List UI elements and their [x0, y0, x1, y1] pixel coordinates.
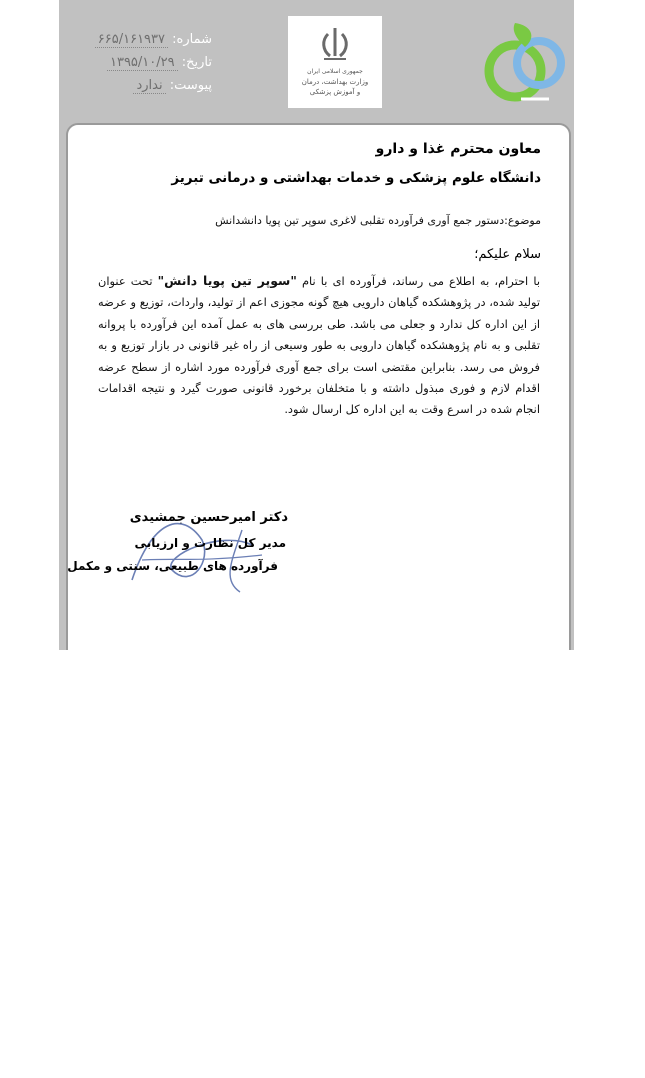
letter-attachment-label: پیوست:	[169, 78, 212, 93]
letter-body-text	[98, 270, 540, 421]
recipient-title: معاون محترم غذا و دارو	[375, 141, 541, 157]
body-text-intro: با احترام، به اطلاع می رساند، فرآورده ای با نام	[296, 274, 540, 288]
letter-date	[107, 55, 212, 70]
iran-emblem-icon	[318, 26, 352, 62]
ministry-line-2: وزارت بهداشت، درمان	[301, 78, 369, 86]
letter-attachment	[133, 78, 212, 93]
letter-date-value: ۱۳۹۵/۱۰/۲۹	[107, 55, 178, 71]
letter-number-label: شماره:	[172, 32, 212, 47]
ministry-line-3: و آموزش پزشکی	[309, 88, 361, 96]
recipient-organization: دانشگاه علوم پزشکی و خدمات بهداشتی و درمانی تبریز	[171, 170, 541, 186]
body-text-main: تحت عنوان تولید شده، در پژوهشکده گیاهان دارویی هیچ گونه مجوزی اعم از تولید، واردات، توزیع و عرضه از این اداره کل ندارد و جعلی می باشد. طی بررسی های به عمل آمده این فرآورده با پروانه تقلبی و به نام پژوهشکده گیاهان دارویی به طور وسیعی از راه غیر قانونی در بازار توزیع و به فروش می رسد. بنابراین مقتضی است برای جمع آوری فرآورده مورد اشاره از سطح عرضه اقدام لازم و فوری مبذول داشته و با متخلفان برخورد قانونی صورت گیرد و نتیجه اقدامات انجام شده در اسرع وقت به این اداره کل ارسال شود.	[98, 274, 540, 417]
letter-greeting: سلام علیکم؛	[474, 247, 541, 262]
letter-attachment-value: ندارد	[133, 78, 165, 94]
signature-title-2: فرآورده های طبیعی، سنتی و مکمل	[67, 559, 278, 573]
ministry-logo	[288, 16, 382, 108]
letter-number	[95, 32, 212, 47]
letter-page	[59, 0, 574, 650]
letter-number-value: ۶۶۵/۱۶۱۹۳۷	[95, 32, 168, 48]
product-name: "سوپر تین پویا دانش"	[157, 273, 297, 288]
letter-subject: موضوع:دستور جمع آوری فرآورده تقلبی لاغری سوپر تین پویا دانشدانش	[215, 214, 541, 227]
letter-date-label: تاریخ:	[181, 55, 212, 70]
organization-logo-icon	[481, 15, 569, 115]
signature-name: دکتر امیرحسین جمشیدی	[129, 510, 288, 525]
ministry-line-1: جمهوری اسلامی ایران	[307, 68, 363, 75]
signature-title-1: مدیر کل نظارت و ارزیابی	[134, 536, 286, 550]
